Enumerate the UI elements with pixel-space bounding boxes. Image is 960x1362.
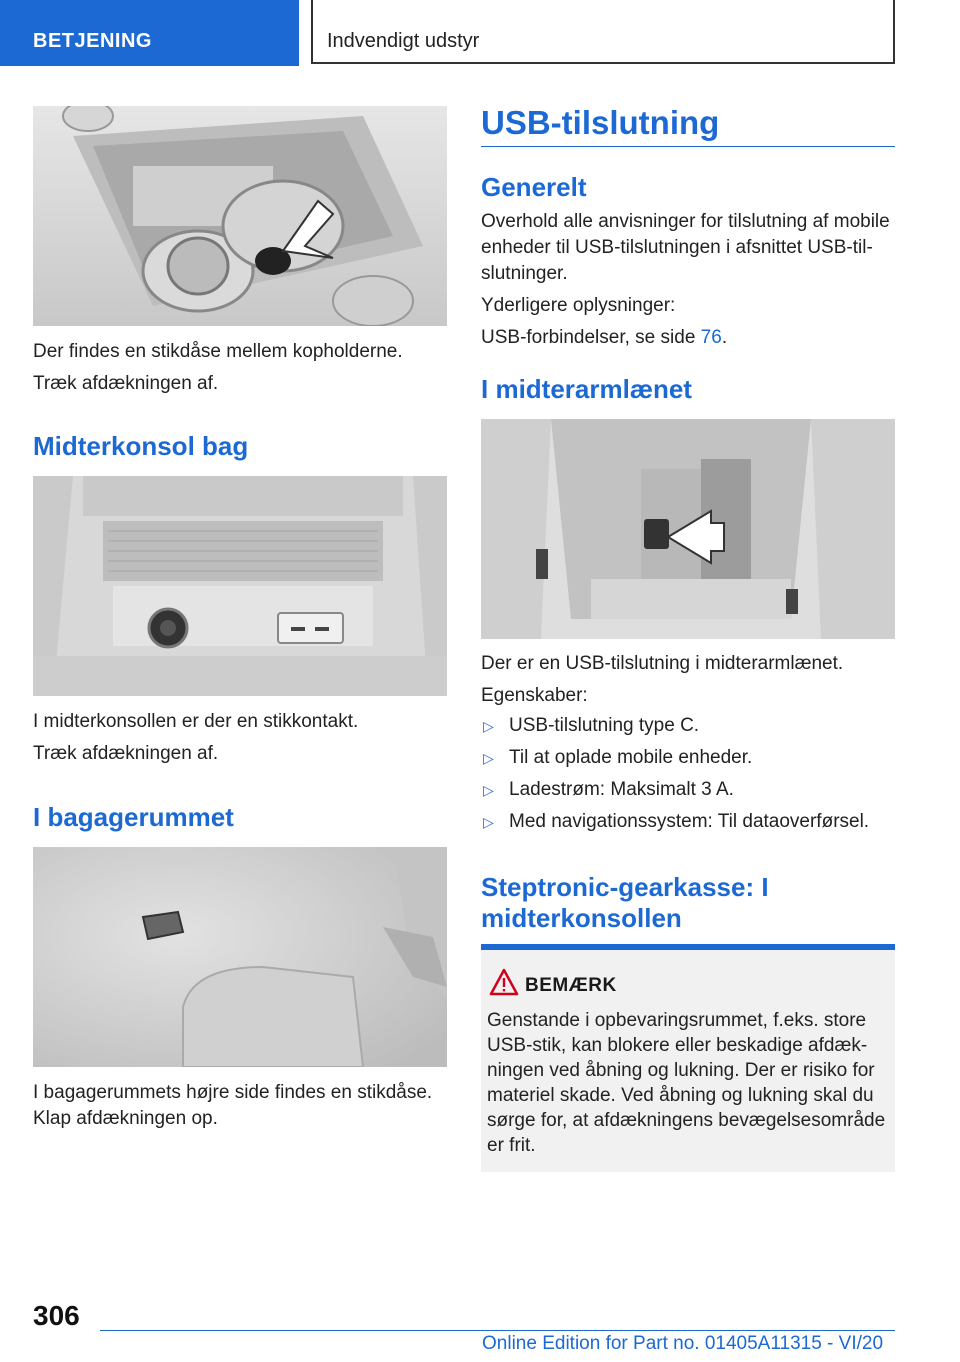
rear-console-image [33,476,447,696]
section-heading: Steptronic-gearkasse: I midterkonsollen [481,872,769,933]
triangle-bullet-icon: ▷ [483,782,494,798]
paragraph: Yderligere oplysninger: [481,295,676,316]
page-link[interactable]: 76 [700,327,722,348]
paragraph: Der er en USB-tilslutning i midterarmlænet. [481,653,844,674]
chapter-title: Indvendigt udstyr [311,0,895,64]
list-item: ▷ USB-tilslutning type C. [481,713,895,745]
edition-note: Online Edition for Part no. 01405A11315 - VI/20 [482,1333,884,1354]
paragraph: Træk afdækningen af. [33,743,219,764]
warning-icon [489,968,519,996]
triangle-bullet-icon: ▷ [483,718,494,734]
section-heading: Midterkonsol bag [33,431,249,461]
paragraph: I bagagerummets højre side findes en stikdåse. Klap afdækningen op. [33,1082,433,1129]
trunk-socket-image [33,847,447,1067]
cross-reference [481,325,895,351]
list-item: ▷ Til at oplade mobile enheder. [481,745,895,777]
notice-box [481,944,895,1172]
section-heading: I bagagerummet [33,802,234,832]
armrest-usb-image [481,419,895,639]
title-rule [481,146,895,147]
notice-body: Genstande i opbevaringsrummet, f.eks. store USB-stik, kan blokere eller beskadige afdækningen ved åbning og lukning. Der er risiko for materiel skade. Ved åbning og lukning skal du sørge for, at afdækningens bevægelsesområde er frit. [487,1010,886,1156]
cupholder-socket-image [33,106,447,326]
section-tab: BETJENING [0,0,299,66]
paragraph: I midterkonsollen er der en stikkontakt. [33,711,359,732]
page-section-title: USB-tilslutning [481,104,720,141]
notice-title: BEMÆRK [525,975,617,996]
triangle-bullet-icon: ▷ [483,750,494,766]
section-heading: I midterarmlænet [481,374,692,404]
paragraph: Der findes en stikdåse mellem kopholderne. [33,341,403,362]
page-number: 306 [33,1300,80,1331]
footer-rule [100,1330,895,1331]
paragraph: Træk afdækningen af. [33,373,219,394]
paragraph: Overhold alle anvisninger for tilslutning af mobile enheder til USB-tilslutningen i afsnittet USB-tilslutninger. [481,211,890,284]
triangle-bullet-icon: ▷ [483,814,494,830]
features-list [481,713,895,841]
section-heading: Generelt [481,172,587,202]
paragraph: Egenskaber: [481,685,588,706]
list-item: ▷ Ladestrøm: Maksimalt 3 A. [481,777,895,809]
list-item: ▷ Med navigationssystem: Til dataoverførsel. [481,809,895,841]
reference-text: USB-forbindelser, se side [481,327,701,348]
reference-suffix: . [721,327,728,348]
